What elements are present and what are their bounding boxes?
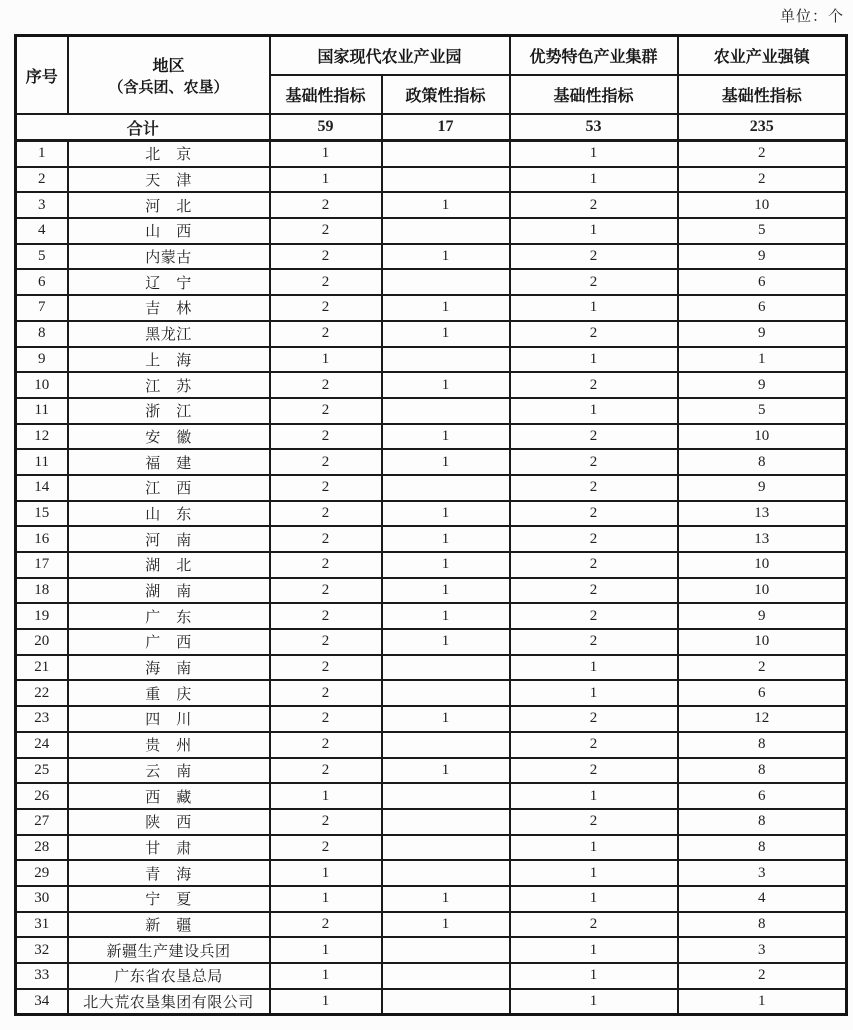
row-no-cell: 14	[16, 475, 68, 501]
park-policy-cell: 1	[382, 758, 510, 784]
table-row	[16, 835, 847, 861]
cluster-basic-cell: 2	[510, 449, 678, 475]
park-policy-cell: 1	[382, 321, 510, 347]
row-region-cell: 吉 林	[68, 295, 270, 321]
row-region-cell: 贵 州	[68, 732, 270, 758]
row-region-cell: 新疆生产建设兵团	[68, 937, 270, 963]
cluster-basic-cell: 2	[510, 372, 678, 398]
town-basic-cell: 8	[678, 732, 847, 758]
park-basic-cell: 2	[270, 552, 382, 578]
cluster-basic-cell: 2	[510, 424, 678, 450]
town-basic-cell: 3	[678, 937, 847, 963]
row-no-cell: 1	[16, 141, 68, 167]
park-policy-cell: 1	[382, 706, 510, 732]
cluster-basic-cell: 1	[510, 937, 678, 963]
row-region-cell: 甘 肃	[68, 835, 270, 861]
col-header-park-policy: 政策性指标	[382, 75, 510, 114]
town-basic-cell: 9	[678, 603, 847, 629]
row-region-cell: 西 藏	[68, 783, 270, 809]
row-region-cell: 广 西	[68, 629, 270, 655]
row-region-cell: 内蒙古	[68, 244, 270, 270]
row-region-cell: 四 川	[68, 706, 270, 732]
total-park-policy: 17	[382, 114, 510, 141]
row-no-cell: 28	[16, 835, 68, 861]
row-no-cell: 11	[16, 449, 68, 475]
cluster-basic-cell: 1	[510, 886, 678, 912]
town-basic-cell: 8	[678, 809, 847, 835]
park-basic-cell: 2	[270, 758, 382, 784]
table-row	[16, 218, 847, 244]
cluster-basic-cell: 1	[510, 347, 678, 373]
table-row	[16, 449, 847, 475]
park-basic-cell: 2	[270, 732, 382, 758]
park-basic-cell: 1	[270, 860, 382, 886]
row-no-cell: 29	[16, 860, 68, 886]
park-policy-cell	[382, 989, 510, 1015]
park-basic-cell: 2	[270, 501, 382, 527]
row-region-cell: 安 徽	[68, 424, 270, 450]
table-row	[16, 680, 847, 706]
town-basic-cell: 1	[678, 347, 847, 373]
park-basic-cell: 2	[270, 449, 382, 475]
park-policy-cell	[382, 167, 510, 193]
table-row	[16, 937, 847, 963]
park-basic-cell: 2	[270, 578, 382, 604]
row-region-cell: 河 南	[68, 526, 270, 552]
row-region-cell: 山 东	[68, 501, 270, 527]
row-no-cell: 33	[16, 963, 68, 989]
town-basic-cell: 6	[678, 783, 847, 809]
town-basic-cell: 2	[678, 963, 847, 989]
cluster-basic-cell: 2	[510, 475, 678, 501]
town-basic-cell: 12	[678, 706, 847, 732]
cluster-basic-cell: 1	[510, 783, 678, 809]
row-region-cell: 宁 夏	[68, 886, 270, 912]
park-policy-cell	[382, 218, 510, 244]
park-policy-cell	[382, 835, 510, 861]
cluster-basic-cell: 1	[510, 860, 678, 886]
table-row	[16, 526, 847, 552]
park-basic-cell: 2	[270, 603, 382, 629]
park-basic-cell: 2	[270, 526, 382, 552]
park-policy-cell: 1	[382, 886, 510, 912]
row-no-cell: 6	[16, 269, 68, 295]
cluster-basic-cell: 2	[510, 732, 678, 758]
park-policy-cell	[382, 937, 510, 963]
town-basic-cell: 6	[678, 680, 847, 706]
park-policy-cell	[382, 655, 510, 681]
town-basic-cell: 6	[678, 295, 847, 321]
cluster-basic-cell: 1	[510, 835, 678, 861]
park-policy-cell: 1	[382, 192, 510, 218]
park-policy-cell: 1	[382, 424, 510, 450]
town-basic-cell: 8	[678, 912, 847, 938]
cluster-basic-cell: 1	[510, 141, 678, 167]
table-row	[16, 860, 847, 886]
park-policy-cell: 1	[382, 578, 510, 604]
cluster-basic-cell: 2	[510, 321, 678, 347]
row-region-cell: 辽 宁	[68, 269, 270, 295]
park-basic-cell: 2	[270, 321, 382, 347]
table-row	[16, 321, 847, 347]
table-row	[16, 347, 847, 373]
park-policy-cell: 1	[382, 603, 510, 629]
table-row	[16, 295, 847, 321]
row-region-cell: 海 南	[68, 655, 270, 681]
town-basic-cell: 2	[678, 655, 847, 681]
table-row	[16, 886, 847, 912]
table-row	[16, 732, 847, 758]
row-no-cell: 2	[16, 167, 68, 193]
col-header-group-park: 国家现代农业产业园	[270, 36, 510, 76]
town-basic-cell: 10	[678, 578, 847, 604]
unit-label: 单位：个	[779, 9, 844, 25]
park-policy-cell	[382, 141, 510, 167]
row-region-cell: 湖 南	[68, 578, 270, 604]
row-region-cell: 广 东	[68, 603, 270, 629]
town-basic-cell: 5	[678, 398, 847, 424]
row-region-cell: 河 北	[68, 192, 270, 218]
row-no-cell: 16	[16, 526, 68, 552]
cluster-basic-cell: 1	[510, 680, 678, 706]
row-no-cell: 3	[16, 192, 68, 218]
col-header-group-town: 农业产业强镇	[678, 36, 847, 76]
park-basic-cell: 1	[270, 141, 382, 167]
row-no-cell: 5	[16, 244, 68, 270]
cluster-basic-cell: 2	[510, 578, 678, 604]
town-basic-cell: 9	[678, 244, 847, 270]
table-row	[16, 552, 847, 578]
row-no-cell: 23	[16, 706, 68, 732]
row-region-cell: 广东省农垦总局	[68, 963, 270, 989]
town-basic-cell: 1	[678, 989, 847, 1015]
total-label: 合计	[16, 114, 270, 141]
row-region-cell: 天 津	[68, 167, 270, 193]
park-policy-cell	[382, 269, 510, 295]
row-region-cell: 北大荒农垦集团有限公司	[68, 989, 270, 1015]
table-row	[16, 501, 847, 527]
cluster-basic-cell: 1	[510, 655, 678, 681]
cluster-basic-cell: 2	[510, 552, 678, 578]
town-basic-cell: 8	[678, 449, 847, 475]
town-basic-cell: 8	[678, 758, 847, 784]
park-basic-cell: 2	[270, 218, 382, 244]
row-no-cell: 11	[16, 398, 68, 424]
cluster-basic-cell: 2	[510, 706, 678, 732]
total-park-basic: 59	[270, 114, 382, 141]
park-policy-cell: 1	[382, 629, 510, 655]
town-basic-cell: 10	[678, 192, 847, 218]
row-region-cell: 浙 江	[68, 398, 270, 424]
cluster-basic-cell: 1	[510, 398, 678, 424]
row-no-cell: 25	[16, 758, 68, 784]
cluster-basic-cell: 2	[510, 758, 678, 784]
row-no-cell: 22	[16, 680, 68, 706]
park-policy-cell: 1	[382, 552, 510, 578]
row-no-cell: 7	[16, 295, 68, 321]
row-no-cell: 26	[16, 783, 68, 809]
table-row	[16, 655, 847, 681]
park-policy-cell	[382, 475, 510, 501]
table-row	[16, 578, 847, 604]
row-region-cell: 云 南	[68, 758, 270, 784]
row-region-cell: 新 疆	[68, 912, 270, 938]
park-basic-cell: 1	[270, 167, 382, 193]
col-header-region-line2: （含兵团、农垦）	[108, 80, 229, 96]
row-region-cell: 江 苏	[68, 372, 270, 398]
park-basic-cell: 1	[270, 937, 382, 963]
town-basic-cell: 2	[678, 167, 847, 193]
row-no-cell: 10	[16, 372, 68, 398]
total-town-basic: 235	[678, 114, 847, 141]
park-basic-cell: 2	[270, 244, 382, 270]
row-region-cell: 湖 北	[68, 552, 270, 578]
town-basic-cell: 13	[678, 526, 847, 552]
table-row	[16, 475, 847, 501]
town-basic-cell: 8	[678, 835, 847, 861]
town-basic-cell: 6	[678, 269, 847, 295]
table-row	[16, 372, 847, 398]
row-no-cell: 9	[16, 347, 68, 373]
park-policy-cell	[382, 783, 510, 809]
row-no-cell: 15	[16, 501, 68, 527]
park-policy-cell	[382, 347, 510, 373]
park-basic-cell: 2	[270, 680, 382, 706]
park-basic-cell: 2	[270, 372, 382, 398]
park-basic-cell: 2	[270, 295, 382, 321]
row-no-cell: 32	[16, 937, 68, 963]
cluster-basic-cell: 1	[510, 295, 678, 321]
park-basic-cell: 2	[270, 398, 382, 424]
cluster-basic-cell: 2	[510, 244, 678, 270]
row-region-cell: 黑龙江	[68, 321, 270, 347]
cluster-basic-cell: 1	[510, 989, 678, 1015]
park-policy-cell: 1	[382, 372, 510, 398]
table-row	[16, 398, 847, 424]
row-no-cell: 8	[16, 321, 68, 347]
table-row	[16, 424, 847, 450]
cluster-basic-cell: 2	[510, 269, 678, 295]
cluster-basic-cell: 2	[510, 912, 678, 938]
town-basic-cell: 10	[678, 629, 847, 655]
town-basic-cell: 9	[678, 372, 847, 398]
park-basic-cell: 2	[270, 629, 382, 655]
park-policy-cell: 1	[382, 912, 510, 938]
cluster-basic-cell: 2	[510, 629, 678, 655]
table-row	[16, 167, 847, 193]
table-row	[16, 989, 847, 1015]
row-no-cell: 31	[16, 912, 68, 938]
park-basic-cell: 1	[270, 886, 382, 912]
col-header-town-basic: 基础性指标	[678, 75, 847, 114]
row-no-cell: 27	[16, 809, 68, 835]
row-region-cell: 福 建	[68, 449, 270, 475]
row-no-cell: 18	[16, 578, 68, 604]
row-region-cell: 江 西	[68, 475, 270, 501]
row-no-cell: 12	[16, 424, 68, 450]
total-row	[16, 114, 847, 141]
cluster-basic-cell: 2	[510, 809, 678, 835]
park-policy-cell: 1	[382, 526, 510, 552]
table-row	[16, 269, 847, 295]
table-row	[16, 706, 847, 732]
park-basic-cell: 2	[270, 424, 382, 450]
cluster-basic-cell: 1	[510, 218, 678, 244]
table-row	[16, 809, 847, 835]
cluster-basic-cell: 2	[510, 603, 678, 629]
town-basic-cell: 13	[678, 501, 847, 527]
park-basic-cell: 2	[270, 912, 382, 938]
cluster-basic-cell: 1	[510, 963, 678, 989]
row-no-cell: 20	[16, 629, 68, 655]
park-basic-cell: 2	[270, 475, 382, 501]
row-region-cell: 上 海	[68, 347, 270, 373]
table-body	[16, 114, 847, 1015]
allocation-table	[14, 34, 848, 1016]
park-basic-cell: 2	[270, 269, 382, 295]
town-basic-cell: 2	[678, 141, 847, 167]
park-policy-cell	[382, 809, 510, 835]
park-policy-cell: 1	[382, 501, 510, 527]
park-policy-cell	[382, 398, 510, 424]
table-header	[16, 36, 847, 115]
park-basic-cell: 1	[270, 989, 382, 1015]
row-no-cell: 17	[16, 552, 68, 578]
table-row	[16, 603, 847, 629]
cluster-basic-cell: 1	[510, 167, 678, 193]
park-policy-cell	[382, 680, 510, 706]
park-basic-cell: 2	[270, 192, 382, 218]
col-header-park-basic: 基础性指标	[270, 75, 382, 114]
park-basic-cell: 2	[270, 835, 382, 861]
row-no-cell: 30	[16, 886, 68, 912]
town-basic-cell: 9	[678, 475, 847, 501]
row-region-cell: 陕 西	[68, 809, 270, 835]
park-policy-cell: 1	[382, 295, 510, 321]
park-basic-cell: 1	[270, 963, 382, 989]
town-basic-cell: 10	[678, 424, 847, 450]
table-row	[16, 629, 847, 655]
row-no-cell: 19	[16, 603, 68, 629]
col-header-region-line1: 地区	[152, 58, 185, 75]
row-region-cell: 山 西	[68, 218, 270, 244]
park-basic-cell: 2	[270, 809, 382, 835]
table-row	[16, 141, 847, 167]
row-region-cell: 北 京	[68, 141, 270, 167]
row-no-cell: 4	[16, 218, 68, 244]
row-no-cell: 34	[16, 989, 68, 1015]
row-no-cell: 24	[16, 732, 68, 758]
park-policy-cell	[382, 963, 510, 989]
table-row	[16, 912, 847, 938]
park-policy-cell: 1	[382, 244, 510, 270]
park-basic-cell: 2	[270, 655, 382, 681]
park-policy-cell	[382, 732, 510, 758]
table-row	[16, 783, 847, 809]
cluster-basic-cell: 2	[510, 526, 678, 552]
col-header-group-cluster: 优势特色产业集群	[510, 36, 678, 76]
cluster-basic-cell: 2	[510, 501, 678, 527]
row-region-cell: 青 海	[68, 860, 270, 886]
town-basic-cell: 10	[678, 552, 847, 578]
col-header-cluster-basic: 基础性指标	[510, 75, 678, 114]
col-header-no: 序号	[16, 36, 68, 115]
park-policy-cell: 1	[382, 449, 510, 475]
cluster-basic-cell: 2	[510, 192, 678, 218]
table-row	[16, 192, 847, 218]
table-row	[16, 244, 847, 270]
park-basic-cell: 1	[270, 783, 382, 809]
table-row	[16, 758, 847, 784]
town-basic-cell: 3	[678, 860, 847, 886]
total-cluster-basic: 53	[510, 114, 678, 141]
town-basic-cell: 5	[678, 218, 847, 244]
park-basic-cell: 1	[270, 347, 382, 373]
park-basic-cell: 2	[270, 706, 382, 732]
town-basic-cell: 9	[678, 321, 847, 347]
row-region-cell: 重 庆	[68, 680, 270, 706]
col-header-region	[68, 36, 270, 115]
table-row	[16, 963, 847, 989]
park-policy-cell	[382, 860, 510, 886]
town-basic-cell: 4	[678, 886, 847, 912]
row-no-cell: 21	[16, 655, 68, 681]
